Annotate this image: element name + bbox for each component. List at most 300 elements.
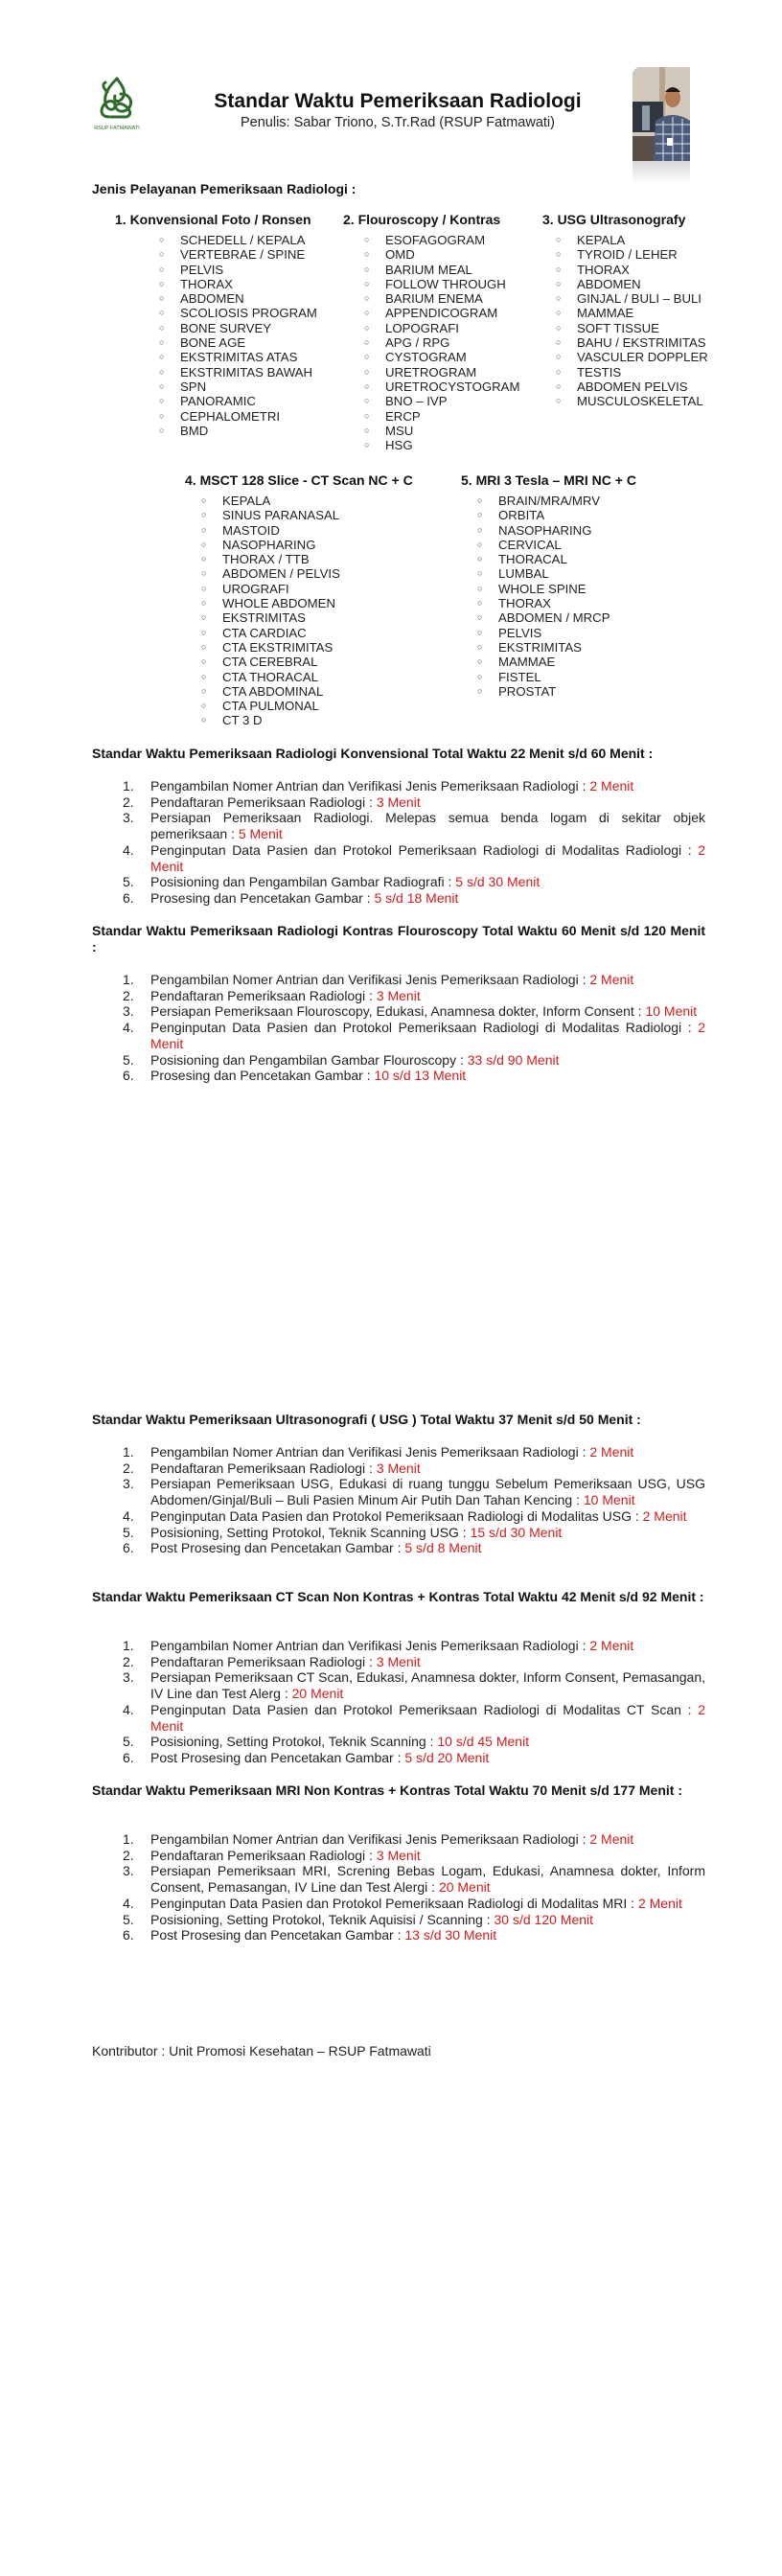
step-item	[123, 1702, 705, 1734]
step-description: Prosesing dan Pencetakan Gambar :	[150, 1068, 375, 1084]
category-heading-msct: 4. MSCT 128 Slice - CT Scan NC + C	[185, 472, 413, 488]
category-item-label: THORAX	[180, 276, 233, 291]
category-item	[364, 277, 519, 291]
category-item	[159, 424, 317, 438]
category-item	[159, 233, 317, 247]
step-duration: 15 s/d 30 Menit	[470, 1524, 563, 1540]
step-description: Penginputan Data Pasien dan Protokol Pemeriksaan Radiologi di Modalitas Radiologi :	[150, 1020, 699, 1036]
step-item	[123, 778, 705, 794]
step-item	[123, 1020, 705, 1051]
category-item-label: VERTEBRAE / SPINE	[180, 247, 306, 263]
step-number: 3.	[123, 1669, 134, 1686]
category-item	[159, 247, 317, 262]
step-number: 4.	[123, 1507, 134, 1524]
step-description: Posisioning, Setting Protokol, Teknik Scanning USG :	[150, 1524, 471, 1540]
category-item	[159, 306, 317, 320]
step-duration: 2 Menit	[637, 1895, 682, 1911]
step-description: Pengambilan Nomer Antrian dan Verifikasi Jenis Pemeriksaan Radiologi :	[150, 1444, 590, 1460]
step-item	[123, 1669, 705, 1701]
step-item	[123, 1068, 705, 1084]
category-item	[556, 335, 708, 350]
step-duration: 2 Menit	[150, 1701, 705, 1734]
category-item	[364, 409, 519, 424]
step-item	[123, 1444, 705, 1460]
category-list-konvensional	[159, 233, 317, 438]
step-number: 4.	[123, 1020, 134, 1036]
category-item	[477, 610, 610, 625]
category-item	[477, 655, 610, 669]
hollow-circle-bullet-icon: ○	[477, 568, 483, 579]
hollow-circle-bullet-icon: ○	[159, 410, 165, 421]
category-item-label: PELVIS	[498, 625, 542, 640]
step-description: Post Prosesing dan Pencetakan Gambar :	[150, 1540, 405, 1556]
step-number: 4.	[123, 1701, 134, 1717]
step-number: 6.	[123, 889, 134, 906]
category-item	[556, 291, 708, 306]
category-item	[556, 247, 708, 262]
category-item-label: CTA ABDOMINAL	[222, 683, 324, 699]
category-item	[477, 494, 610, 508]
hollow-circle-bullet-icon: ○	[477, 539, 483, 549]
step-description: Penginputan Data Pasien dan Protokol Pemeriksaan Radiologi di Modalitas Radiologi :	[150, 841, 699, 858]
step-description: Persiapan Pemeriksaan MRI, Screning Bebas Logam, Edukasi, Anamnesa dokter, Inform Consent, Pemasangan, IV Line dan Test Alergi :	[150, 1863, 705, 1896]
hollow-circle-bullet-icon: ○	[159, 278, 165, 288]
hollow-circle-bullet-icon: ○	[159, 396, 165, 406]
category-item	[159, 277, 317, 291]
hollow-circle-bullet-icon: ○	[556, 278, 562, 288]
step-description: Pendaftaran Pemeriksaan Radiologi :	[150, 1847, 377, 1863]
category-item	[364, 306, 519, 320]
step-number: 2.	[123, 1460, 134, 1476]
step-item	[123, 1508, 705, 1525]
category-item-label: BONE SURVEY	[180, 320, 272, 335]
category-item	[201, 713, 340, 727]
hollow-circle-bullet-icon: ○	[477, 627, 483, 637]
step-duration: 2 Menit	[642, 1507, 687, 1524]
step-number: 1.	[123, 1444, 134, 1460]
page-subtitle	[0, 115, 782, 130]
category-item	[201, 538, 340, 552]
category-item	[364, 424, 519, 438]
step-description: Persiapan Pemeriksaan CT Scan, Edukasi, Anamnesa dokter, Inform Consent, Pemasangan, IV Line dan Test Alerg :	[150, 1669, 705, 1702]
steps-list-ctscan	[123, 1638, 705, 1766]
category-item-label: SCOLIOSIS PROGRAM	[180, 306, 317, 321]
category-item-label: THORAX	[498, 596, 551, 611]
hollow-circle-bullet-icon: ○	[364, 366, 370, 377]
category-item-label: TESTIS	[577, 364, 622, 380]
hollow-circle-bullet-icon: ○	[364, 410, 370, 421]
section-heading-flouroscopy: Standar Waktu Pemeriksaan Radiologi Kontras Flouroscopy Total Waktu 60 Menit s/d 120 Menit :	[92, 923, 705, 954]
category-item-label: GINJAL / BULI – BULI	[577, 291, 702, 307]
hollow-circle-bullet-icon: ○	[159, 322, 165, 333]
step-item	[123, 1460, 705, 1477]
step-number: 5.	[123, 874, 134, 890]
step-item	[123, 1540, 705, 1556]
hollow-circle-bullet-icon: ○	[556, 235, 562, 244]
category-item-label: TYROID / LEHER	[577, 247, 678, 263]
hollow-circle-bullet-icon: ○	[159, 235, 165, 244]
step-item	[123, 890, 705, 907]
category-item-label: APG / RPG	[385, 335, 450, 351]
step-duration: 3 Menit	[376, 987, 421, 1003]
category-item	[556, 277, 708, 291]
hollow-circle-bullet-icon: ○	[159, 293, 165, 304]
hollow-circle-bullet-icon: ○	[201, 627, 207, 637]
category-list-mri	[477, 494, 610, 699]
hollow-circle-bullet-icon: ○	[201, 568, 207, 579]
category-item	[201, 699, 340, 713]
category-item-label: MAMMAE	[498, 655, 556, 670]
hollow-circle-bullet-icon: ○	[556, 396, 562, 406]
step-number: 5.	[123, 1911, 134, 1927]
category-item-label: HSG	[385, 438, 413, 453]
category-item-label: BNO – IVP	[385, 394, 448, 409]
step-duration: 5 s/d 20 Menit	[404, 1749, 490, 1765]
step-number: 3.	[123, 1003, 134, 1020]
hollow-circle-bullet-icon: ○	[201, 641, 207, 652]
hollow-circle-bullet-icon: ○	[556, 249, 562, 260]
hollow-circle-bullet-icon: ○	[477, 554, 483, 564]
step-description: Posisioning dan Pengambilan Gambar Flouroscopy :	[150, 1051, 468, 1068]
category-item-label: CT 3 D	[222, 713, 263, 728]
hollow-circle-bullet-icon: ○	[477, 524, 483, 535]
step-item	[123, 1927, 705, 1944]
step-number: 2.	[123, 1847, 134, 1863]
step-number: 6.	[123, 1540, 134, 1556]
step-number: 5.	[123, 1051, 134, 1068]
category-item-label: BAHU / EKSTRIMITAS	[577, 335, 706, 351]
step-description: Persiapan Pemeriksaan Flouroscopy, Edukasi, Anamnesa dokter, Inform Consent :	[150, 1003, 646, 1020]
category-item-label: WHOLE SPINE	[498, 581, 586, 596]
category-item-label: BMD	[180, 423, 209, 438]
step-item	[123, 842, 705, 874]
hollow-circle-bullet-icon: ○	[364, 337, 370, 348]
category-item-label: SPN	[180, 379, 207, 394]
category-item	[364, 291, 519, 306]
step-number: 4.	[123, 1895, 134, 1911]
step-duration: 2 Menit	[589, 778, 634, 794]
hollow-circle-bullet-icon: ○	[159, 249, 165, 260]
hollow-circle-bullet-icon: ○	[477, 685, 483, 696]
category-item	[477, 670, 610, 684]
hollow-circle-bullet-icon: ○	[159, 366, 165, 377]
hollow-circle-bullet-icon: ○	[477, 671, 483, 681]
step-description: Persiapan Pemeriksaan Radiologi. Melepas semua benda logam di sekitar objek pemeriksaan :	[150, 810, 705, 842]
step-duration: 20 Menit	[438, 1879, 491, 1896]
step-duration: 2 Menit	[150, 1020, 705, 1051]
category-item	[477, 523, 610, 538]
step-duration: 33 s/d 90 Menit	[467, 1051, 560, 1068]
logo-text: RSUP FATMAWATI	[94, 126, 140, 131]
category-item-label: ORBITA	[498, 508, 545, 523]
hollow-circle-bullet-icon: ○	[556, 264, 562, 274]
step-duration: 2 Menit	[589, 972, 634, 987]
step-description: Pengambilan Nomer Antrian dan Verifikasi Jenis Pemeriksaan Radiologi :	[150, 1831, 590, 1847]
step-item	[123, 1052, 705, 1069]
step-item	[123, 1525, 705, 1541]
step-number: 1.	[123, 1831, 134, 1847]
hollow-circle-bullet-icon: ○	[201, 612, 207, 623]
hollow-circle-bullet-icon: ○	[477, 495, 483, 505]
category-item-label: CEPHALOMETRI	[180, 408, 281, 424]
hollow-circle-bullet-icon: ○	[556, 293, 562, 304]
category-item	[159, 365, 317, 380]
hollow-circle-bullet-icon: ○	[556, 380, 562, 391]
hollow-circle-bullet-icon: ○	[556, 366, 562, 377]
hollow-circle-bullet-icon: ○	[364, 249, 370, 260]
step-description: Pendaftaran Pemeriksaan Radiologi :	[150, 987, 377, 1003]
category-item	[201, 508, 340, 522]
category-item	[556, 233, 708, 247]
step-number: 6.	[123, 1749, 134, 1765]
step-number: 3.	[123, 1863, 134, 1879]
category-item	[159, 380, 317, 394]
category-item-label: KEPALA	[577, 233, 626, 247]
step-duration: 3 Menit	[376, 1653, 421, 1669]
step-number: 1.	[123, 778, 134, 794]
step-item	[123, 1896, 705, 1912]
step-item	[123, 1831, 705, 1848]
step-item	[123, 988, 705, 1004]
category-item	[159, 291, 317, 306]
category-item-label: BRAIN/MRA/MRV	[498, 494, 601, 508]
category-item	[477, 582, 610, 596]
category-item-label: CTA EKSTRIMITAS	[222, 639, 334, 655]
category-item	[159, 350, 317, 364]
category-item-label: THORAX / TTB	[222, 552, 310, 567]
step-description: Penginputan Data Pasien dan Protokol Pemeriksaan Radiologi di Modalitas USG :	[150, 1507, 643, 1524]
hollow-circle-bullet-icon: ○	[364, 235, 370, 244]
step-number: 6.	[123, 1068, 134, 1084]
step-description: Posisioning dan Pengambilan Gambar Radiografi :	[150, 874, 456, 890]
step-duration: 2 Menit	[150, 841, 705, 874]
category-item-label: CTA CEREBRAL	[222, 655, 318, 670]
step-duration: 5 s/d 30 Menit	[455, 874, 540, 890]
category-item	[159, 321, 317, 335]
step-number: 5.	[123, 1734, 134, 1750]
step-number: 1.	[123, 1638, 134, 1653]
step-duration: 2 Menit	[589, 1638, 634, 1653]
page-subtitle-text: Penulis: Sabar Triono, S.Tr.Rad (RSUP Fatmawati)	[241, 115, 555, 130]
step-duration: 2 Menit	[589, 1444, 634, 1460]
step-description: Post Prosesing dan Pencetakan Gambar :	[150, 1927, 405, 1944]
category-item	[159, 394, 317, 408]
step-item	[123, 794, 705, 811]
step-number: 2.	[123, 794, 134, 810]
category-item	[364, 380, 519, 394]
step-duration: 13 s/d 30 Menit	[404, 1927, 497, 1944]
step-number: 1.	[123, 972, 134, 987]
category-item-label: ABDOMEN	[577, 276, 641, 291]
category-item	[201, 494, 340, 508]
hollow-circle-bullet-icon: ○	[364, 278, 370, 288]
category-item-label: URETROCYSTOGRAM	[385, 379, 520, 394]
category-item-label: BONE AGE	[180, 335, 246, 351]
hollow-circle-bullet-icon: ○	[201, 701, 207, 711]
hollow-circle-bullet-icon: ○	[201, 598, 207, 609]
category-item-label: ABDOMEN / MRCP	[498, 610, 610, 626]
category-list-usg	[556, 233, 708, 409]
hollow-circle-bullet-icon: ○	[364, 264, 370, 274]
steps-list-usg	[123, 1444, 705, 1556]
hollow-circle-bullet-icon: ○	[477, 510, 483, 520]
category-item-label: KEPALA	[222, 494, 271, 508]
category-item-label: ABDOMEN PELVIS	[577, 379, 688, 394]
step-duration: 3 Menit	[376, 1847, 421, 1863]
category-item	[477, 552, 610, 566]
category-item-label: BARIUM ENEMA	[385, 291, 483, 307]
steps-list-mri	[123, 1831, 705, 1944]
category-item	[364, 263, 519, 277]
category-item	[159, 335, 317, 350]
step-description: Prosesing dan Pencetakan Gambar :	[150, 889, 375, 906]
step-duration: 5 s/d 18 Menit	[374, 889, 459, 906]
hollow-circle-bullet-icon: ○	[201, 656, 207, 667]
category-item-label: THORAX	[577, 262, 630, 277]
category-item-label: NASOPHARING	[222, 537, 316, 552]
category-item-label: APPENDICOGRAM	[385, 306, 498, 321]
hollow-circle-bullet-icon: ○	[201, 554, 207, 564]
category-item	[364, 321, 519, 335]
category-item	[201, 596, 340, 610]
category-item-label: LUMBAL	[498, 566, 549, 582]
category-item	[477, 566, 610, 581]
category-item	[477, 640, 610, 655]
category-item	[201, 523, 340, 538]
category-item-label: ABDOMEN	[180, 291, 244, 307]
category-item-label: CYSTOGRAM	[385, 350, 467, 365]
category-item-label: MASTOID	[222, 522, 280, 538]
category-list-flouroscopy	[364, 233, 519, 452]
category-list-msct	[201, 494, 340, 728]
category-item	[201, 582, 340, 596]
category-item	[159, 263, 317, 277]
hollow-circle-bullet-icon: ○	[477, 598, 483, 609]
category-item-label: CTA PULMONAL	[222, 699, 319, 714]
hollow-circle-bullet-icon: ○	[159, 337, 165, 348]
category-item	[364, 350, 519, 364]
section-heading-mri: Standar Waktu Pemeriksaan MRI Non Kontras + Kontras Total Waktu 70 Menit s/d 177 Menit :	[92, 1782, 682, 1798]
category-item-label: WHOLE ABDOMEN	[222, 596, 335, 611]
hollow-circle-bullet-icon: ○	[201, 715, 207, 725]
hollow-circle-bullet-icon: ○	[364, 308, 370, 318]
step-duration: 10 Menit	[645, 1003, 698, 1020]
hollow-circle-bullet-icon: ○	[556, 308, 562, 318]
category-item-label: VASCULER DOPPLER	[577, 350, 708, 365]
category-item	[556, 263, 708, 277]
step-description: Posisioning, Setting Protokol, Teknik Scanning :	[150, 1734, 438, 1750]
hollow-circle-bullet-icon: ○	[477, 656, 483, 667]
category-item-label: EKSTRIMITAS ATAS	[180, 350, 298, 365]
section-heading-usg: Standar Waktu Pemeriksaan Ultrasonografi ( USG ) Total Waktu 37 Menit s/d 50 Menit :	[92, 1412, 641, 1427]
category-item	[201, 610, 340, 625]
category-item	[477, 596, 610, 610]
hollow-circle-bullet-icon: ○	[201, 539, 207, 549]
hollow-circle-bullet-icon: ○	[201, 524, 207, 535]
category-item	[364, 365, 519, 380]
step-number: 3.	[123, 1476, 134, 1492]
category-item-label: PROSTAT	[498, 683, 557, 699]
step-number: 4.	[123, 841, 134, 858]
hollow-circle-bullet-icon: ○	[477, 641, 483, 652]
hollow-circle-bullet-icon: ○	[159, 425, 165, 435]
step-description: Post Prosesing dan Pencetakan Gambar :	[150, 1749, 405, 1765]
step-duration: 2 Menit	[589, 1831, 634, 1847]
category-item	[477, 684, 610, 699]
step-description: Pengambilan Nomer Antrian dan Verifikasi Jenis Pemeriksaan Radiologi :	[150, 972, 590, 987]
step-item	[123, 1848, 705, 1864]
category-item	[201, 552, 340, 566]
category-item	[556, 306, 708, 320]
step-item	[123, 810, 705, 841]
category-item-label: URETROGRAM	[385, 364, 477, 380]
category-item	[477, 538, 610, 552]
category-item	[201, 626, 340, 640]
category-item-label: ERCP	[385, 408, 421, 424]
category-item-label: EKSTRIMITAS	[222, 610, 306, 626]
category-item	[201, 670, 340, 684]
category-heading-flouroscopy: 2. Flouroscopy / Kontras	[343, 212, 501, 227]
step-description: Penginputan Data Pasien dan Protokol Pemeriksaan Radiologi di Modalitas CT Scan :	[150, 1701, 699, 1717]
category-item-label: MUSCULOSKELETAL	[577, 394, 703, 409]
category-item	[556, 394, 708, 408]
hollow-circle-bullet-icon: ○	[364, 352, 370, 362]
hollow-circle-bullet-icon: ○	[477, 583, 483, 593]
step-number: 2.	[123, 987, 134, 1003]
category-item	[477, 508, 610, 522]
hollow-circle-bullet-icon: ○	[159, 380, 165, 391]
step-item	[123, 1734, 705, 1750]
category-item-label: UROGRAFI	[222, 581, 289, 596]
step-description: Persiapan Pemeriksaan USG, Edukasi di ruang tunggu Sebelum Pemeriksaan USG, USG Abdomen/Ginjal/Buli – Buli Pasien Minum Air Putih Dan Tahan Kencing :	[150, 1476, 705, 1508]
step-duration: 10 s/d 13 Menit	[374, 1068, 467, 1084]
category-item-label: CTA THORACAL	[222, 669, 318, 684]
step-description: Pengambilan Nomer Antrian dan Verifikasi Jenis Pemeriksaan Radiologi :	[150, 778, 590, 794]
hollow-circle-bullet-icon: ○	[364, 380, 370, 391]
category-item-label: PANORAMIC	[180, 394, 256, 409]
step-description: Penginputan Data Pasien dan Protokol Pemeriksaan Radiologi di Modalitas MRI :	[150, 1895, 638, 1911]
category-item-label: EKSTRIMITAS BAWAH	[180, 364, 312, 380]
step-number: 2.	[123, 1653, 134, 1669]
category-item-label: MSU	[385, 423, 414, 438]
hollow-circle-bullet-icon: ○	[201, 510, 207, 520]
category-item-label: SCHEDELL / KEPALA	[180, 233, 306, 247]
step-item	[123, 1638, 705, 1654]
category-item	[477, 626, 610, 640]
step-duration: 10 s/d 45 Menit	[437, 1734, 530, 1750]
hollow-circle-bullet-icon: ○	[364, 440, 370, 450]
category-item-label: EKSTRIMITAS	[498, 639, 582, 655]
step-item	[123, 1476, 705, 1507]
category-item	[364, 438, 519, 452]
category-item	[556, 365, 708, 380]
step-number: 3.	[123, 810, 134, 826]
services-heading: Jenis Pelayanan Pemeriksaan Radiologi :	[92, 181, 356, 196]
hollow-circle-bullet-icon: ○	[556, 322, 562, 333]
step-item	[123, 1003, 705, 1020]
hollow-circle-bullet-icon: ○	[364, 322, 370, 333]
hollow-circle-bullet-icon: ○	[364, 293, 370, 304]
step-description: Posisioning, Setting Protokol, Teknik Aquisisi / Scanning :	[150, 1911, 494, 1927]
category-item-label: ABDOMEN / PELVIS	[222, 566, 340, 582]
category-item-label: ESOFAGOGRAM	[385, 233, 486, 247]
category-item-label: SINUS PARANASAL	[222, 508, 340, 523]
step-number: 6.	[123, 1927, 134, 1944]
category-item	[201, 684, 340, 699]
hollow-circle-bullet-icon: ○	[477, 612, 483, 623]
step-item	[123, 1912, 705, 1928]
hollow-circle-bullet-icon: ○	[159, 264, 165, 274]
